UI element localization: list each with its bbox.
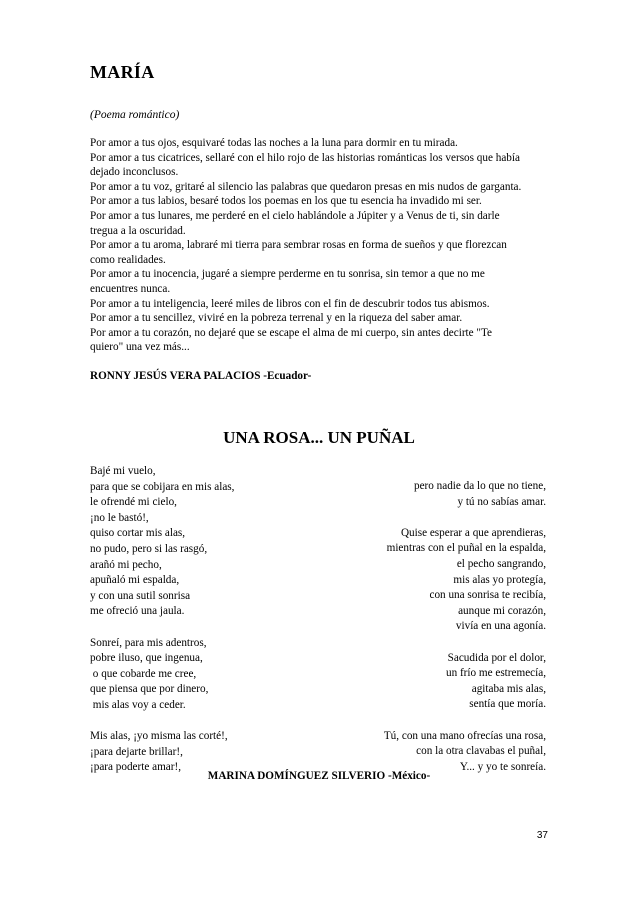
poem2-right-line: Y... y yo te sonreía.	[459, 760, 546, 773]
poem2-left-line: arañó mi pecho,	[90, 558, 162, 571]
poem1-line: Por amor a tu aroma, labraré mi tierra para sembrar rosas en forma de sueños y que florezcan	[90, 239, 507, 252]
poem1-line: dejado inconclusos.	[90, 166, 179, 179]
poem2-title: UNA ROSA... UN PUÑAL	[223, 428, 415, 447]
poem2-left-line: o que cobarde me cree,	[90, 667, 197, 680]
poem2-right-column	[384, 479, 546, 775]
poem2-right-line: el pecho sangrando,	[456, 557, 546, 570]
poem2-right-line: Sacudida por el dolor,	[447, 651, 546, 664]
poem2-right-line: mientras con el puñal en la espalda,	[386, 542, 546, 555]
poem2-right-line	[384, 510, 546, 526]
poem2-right-line: Tú, con una mano ofrecías una rosa,	[383, 729, 546, 742]
poem2-left-line: me ofreció una jaula.	[90, 605, 185, 618]
poem1-line: Por amor a tus cicatrices, sellaré con el hilo rojo de las historias románticas los versos que había	[90, 151, 520, 164]
poem2-right-line: con una sonrisa te recibía,	[429, 589, 546, 602]
poem1-line: encuentres nunca.	[90, 282, 171, 295]
poem1-body	[90, 136, 560, 355]
poem1-line: quiero" una vez más...	[90, 341, 190, 354]
poem2-left-line: que piensa que por dinero,	[90, 683, 209, 696]
poem2-left-line: y con una sutil sonrisa	[90, 589, 191, 602]
poem2-left-line: no pudo, pero si las rasgó,	[90, 542, 208, 555]
poem2-left-line: apuñaló mi espalda,	[90, 574, 180, 587]
poem1-subtitle: (Poema romántico)	[90, 109, 180, 121]
poem2-right-line: vivía en una agonía.	[455, 620, 546, 633]
poem2-right-line: con la otra clavabas el puñal,	[416, 745, 546, 758]
poem1-line: Por amor a tu inteligencia, leeré miles de libros con el fin de descubrir todos tus abismos.	[90, 297, 490, 310]
poem2-left-line: pobre iluso, que ingenua,	[90, 652, 203, 665]
poem2-right-line: sentía que moría.	[469, 698, 546, 711]
poem1-line: Por amor a tus lunares, me perderé en el cielo hablándole a Júpiter y a Venus de ti, sin darle	[90, 209, 500, 222]
poem2-left-column	[90, 464, 234, 776]
poem2-left-line: Sonreí, para mis adentros,	[90, 636, 207, 649]
poem1-line: tregua a la oscuridad.	[90, 224, 186, 237]
poem2-right-line: y tú no sabías amar.	[457, 495, 546, 508]
poem2-left-line: ¡para poderte amar!,	[90, 761, 181, 774]
poem1-line: Por amor a tu inocencia, jugaré a siempre perderme en tu sonrisa, sin temor a que no me	[90, 268, 485, 281]
poem2-right-line: Quise esperar a que aprendieras,	[400, 526, 546, 539]
poem1-author: RONNY JESÚS VERA PALACIOS -Ecuador-	[90, 370, 312, 382]
poem2-author: MARINA DOMÍNGUEZ SILVERIO -México-	[207, 770, 431, 782]
poem1-line: Por amor a tus labios, besaré todos los poemas en los que tu esencia ha invadido mi ser.	[90, 195, 482, 208]
poem1-line: Por amor a tu corazón, no dejaré que se escape el alma de mi cuerpo, sin antes decirte "Te	[90, 326, 493, 339]
poem2-left-line: ¡para dejarte brillar!,	[90, 745, 183, 758]
poem2-left-line: quiso cortar mis alas,	[90, 527, 186, 540]
poem2-right-line: agitaba mis alas,	[471, 682, 546, 695]
poem1-line: como realidades.	[90, 253, 166, 266]
page-number: 37	[536, 830, 548, 841]
poem2-right-line: un frío me estremecía,	[445, 667, 546, 680]
poem2-right-line: aunque mi corazón,	[458, 604, 546, 617]
poem2-left-line: ¡no le bastó!,	[90, 511, 149, 524]
poem2-left-line: mis alas voy a ceder.	[90, 698, 186, 711]
poem2-left-line: para que se cobijara en mis alas,	[90, 480, 235, 493]
poem2-left-line: Mis alas, ¡yo misma las corté!,	[90, 730, 228, 743]
poem2-right-line: mis alas yo protegía,	[453, 573, 546, 586]
poem1-line: Por amor a tu voz, gritaré al silencio las palabras que quedaron presas en mis nudos de garganta.	[90, 180, 522, 193]
poem1-line: Por amor a tu sencillez, viviré en la pobreza terrenal y en la riqueza del saber amar.	[90, 312, 463, 325]
poem2-right-line: pero nadie da lo que no tiene,	[413, 480, 546, 492]
poem1-line: Por amor a tus ojos, esquivaré todas las noches a la luna para dormir en tu mirada.	[90, 137, 458, 149]
poem2-left-line: le ofrendé mi cielo,	[90, 496, 177, 509]
poem1-title: MARÍA	[90, 62, 155, 82]
poem2-left-line: Bajé mi vuelo,	[90, 465, 156, 477]
